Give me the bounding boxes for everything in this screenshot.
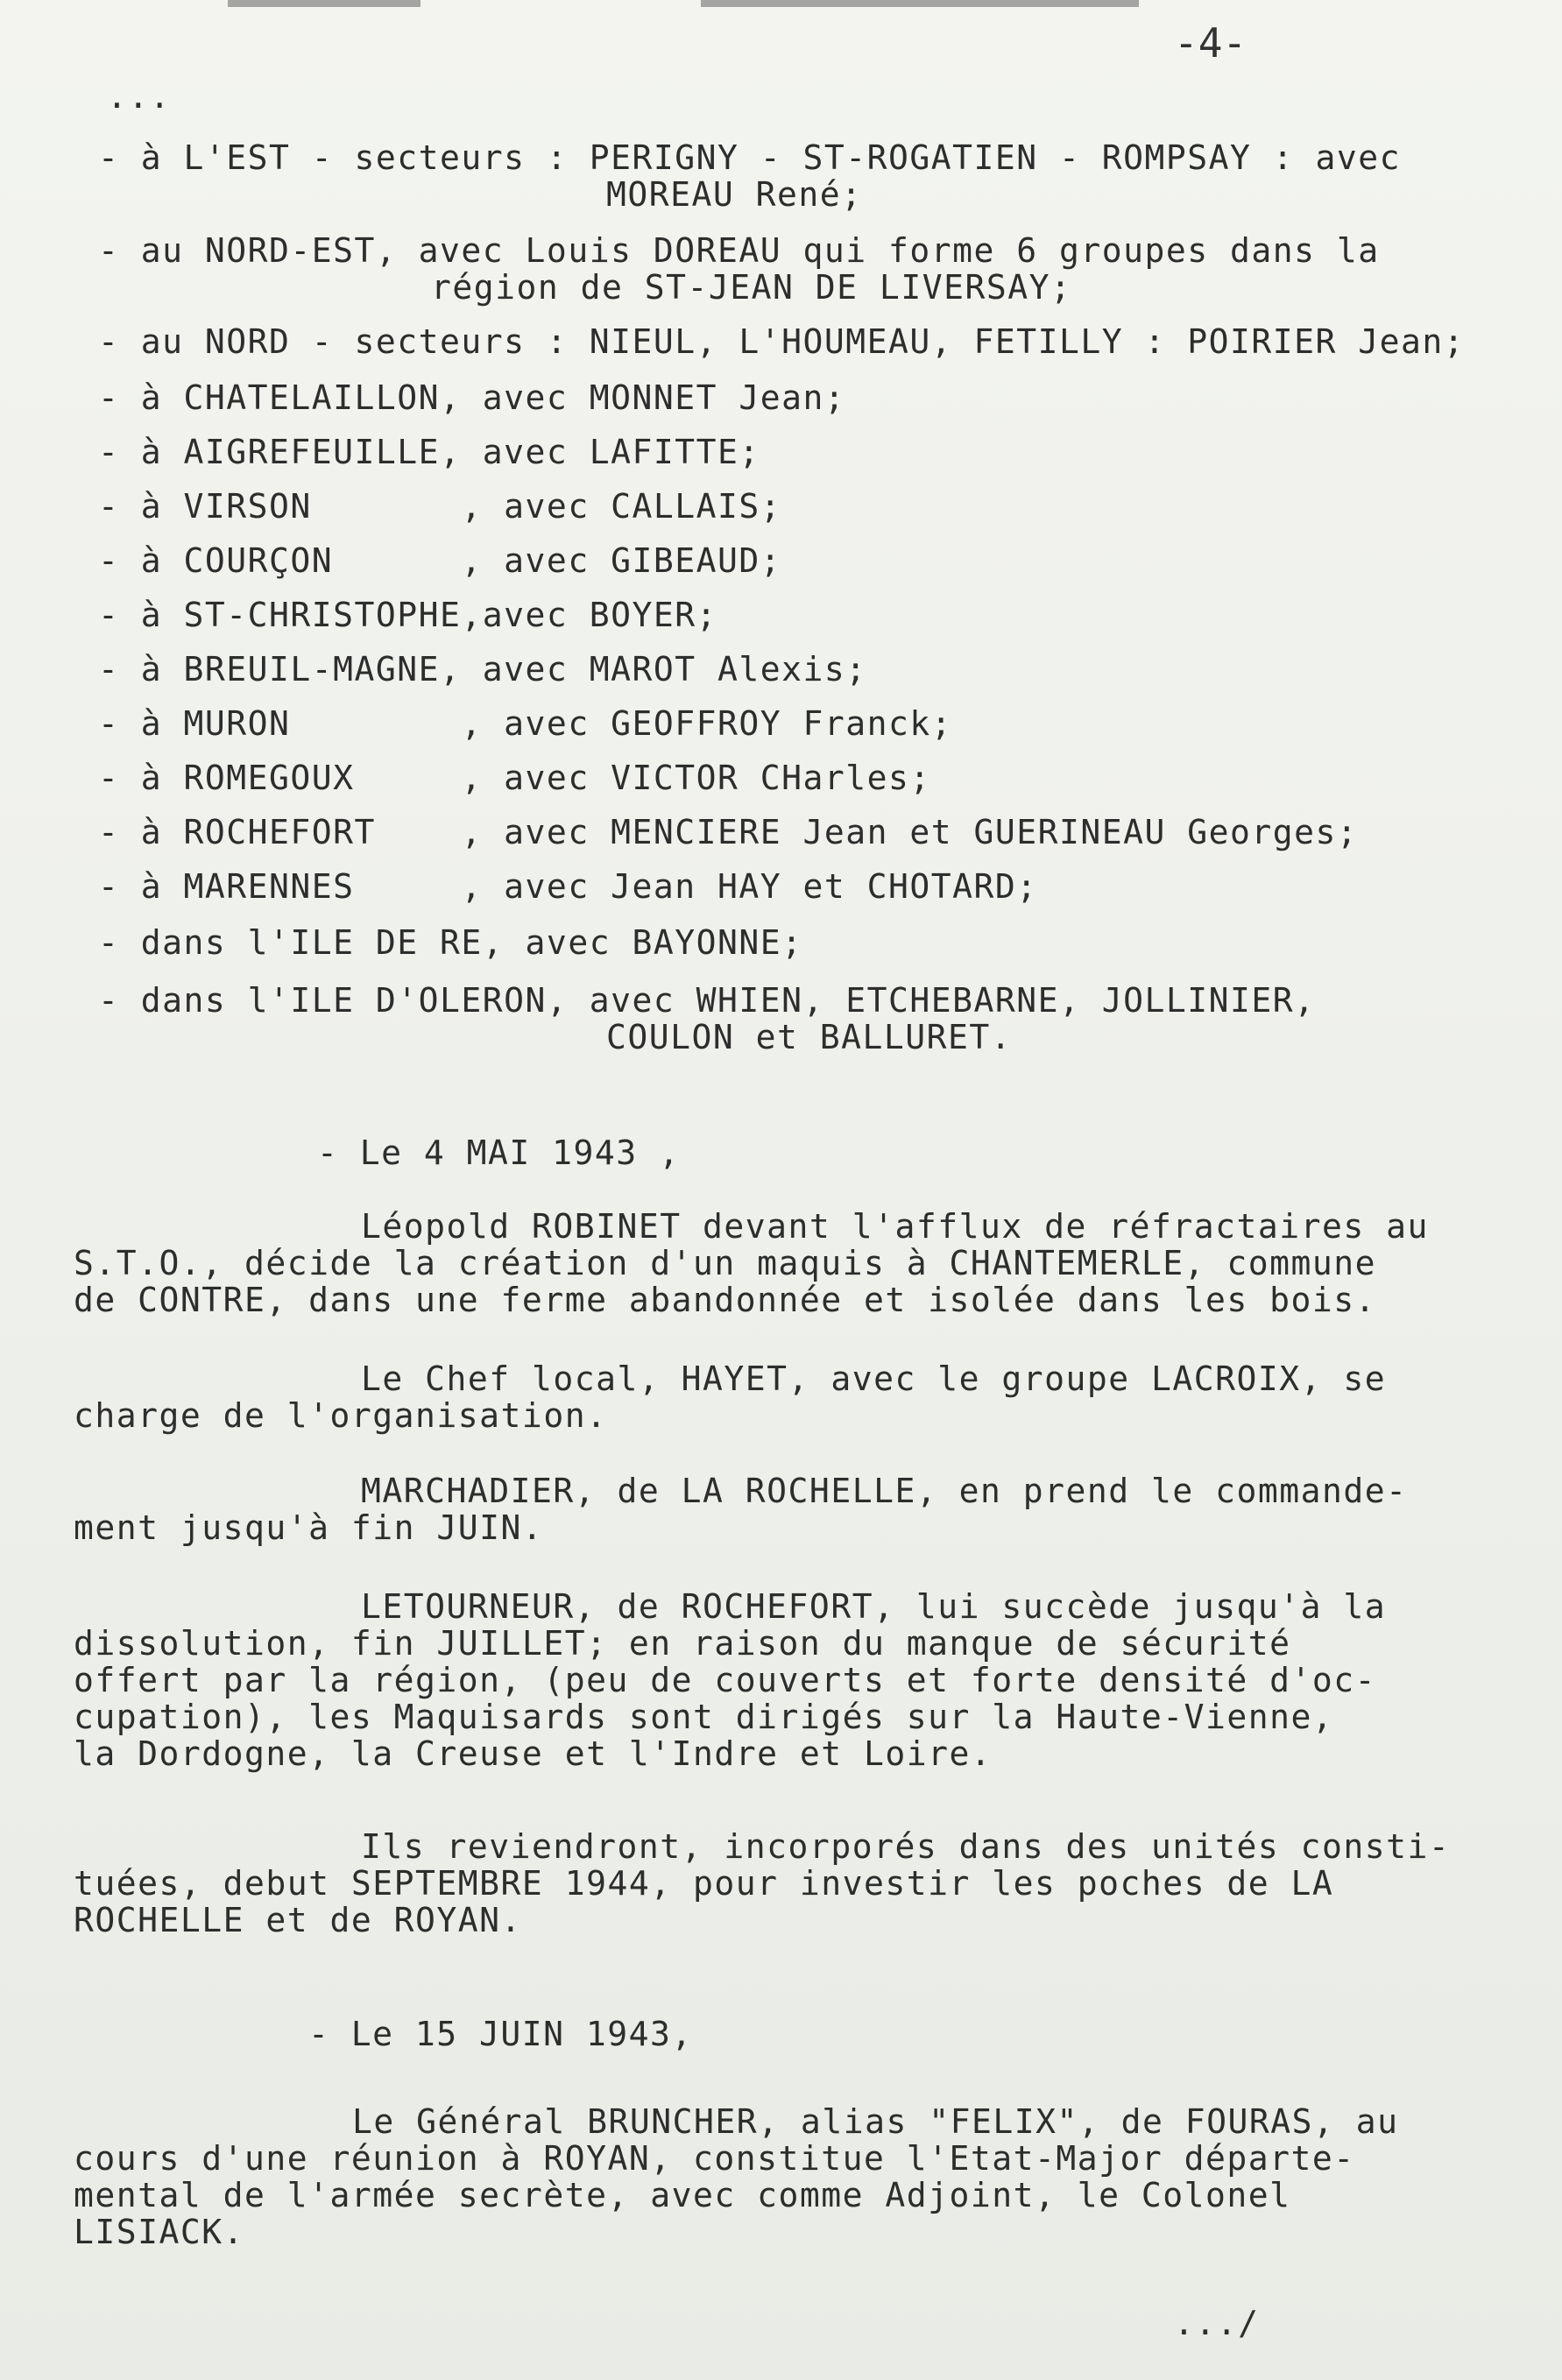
list-item: - à COURÇON , avec GIBEAUD; [98, 541, 782, 580]
paragraph-line: la Dordogne, la Creuse et l'Indre et Loire. [74, 1734, 993, 1773]
paragraph-line: mental de l'armée secrète, avec comme Adjoint, le Colonel [74, 2176, 1291, 2214]
paragraph-line: ment jusqu'à fin JUIN. [74, 1508, 544, 1547]
list-item: - à ST-CHRISTOPHE,avec BOYER; [98, 596, 717, 634]
paragraph-line: LISIACK. [74, 2213, 245, 2251]
list-item: - au NORD-EST, avec Louis DOREAU qui forme 6 groupes dans la [98, 231, 1380, 270]
list-item: - à MURON , avec GEOFFROY Franck; [98, 704, 953, 743]
paragraph-line: tuées, debut SEPTEMBRE 1944, pour investir les poches de LA [74, 1864, 1334, 1903]
list-item: - à VIRSON , avec CALLAIS; [98, 487, 782, 526]
cropped-top-text [701, 0, 1139, 7]
page-number: -4- [1174, 19, 1247, 67]
paragraph-line: ROCHELLE et de ROYAN. [74, 1901, 522, 1939]
list-item: - à MARENNES , avec Jean HAY et CHOTARD; [98, 867, 1038, 906]
list-item: - dans l'ILE D'OLERON, avec WHIEN, ETCHEBARNE, JOLLINIER, [98, 981, 1316, 1020]
list-item: - dans l'ILE DE RE, avec BAYONNE; [98, 923, 803, 962]
list-item: - à L'EST - secteurs : PERIGNY - ST-ROGATIEN - ROMPSAY : avec [98, 138, 1402, 177]
list-item-continuation: COULON et BALLURET. [606, 1018, 1013, 1056]
list-item: - à CHATELAILLON, avec MONNET Jean; [98, 378, 846, 417]
paragraph-line: Ils reviendront, incorporés dans des unités consti- [361, 1827, 1451, 1866]
paragraph-line: LETOURNEUR, de ROCHEFORT, lui succède jusqu'à la [361, 1587, 1387, 1626]
paragraph-line: S.T.O., décide la création d'un maquis à CHANTEMERLE, commune [74, 1244, 1377, 1282]
paragraph-line: charge de l'organisation. [74, 1396, 608, 1435]
list-item-continuation: région de ST-JEAN DE LIVERSAY; [431, 268, 1072, 307]
list-item: - à AIGREFEUILLE, avec LAFITTE; [98, 433, 760, 471]
list-item: - à ROMEGOUX , avec VICTOR CHarles; [98, 759, 931, 797]
paragraph-line: offert par la région, (peu de couverts et forte densité d'oc- [74, 1661, 1377, 1699]
list-item: - à BREUIL-MAGNE, avec MAROT Alexis; [98, 650, 867, 689]
paragraph-line: de CONTRE, dans une ferme abandonnée et isolée dans les bois. [74, 1281, 1377, 1319]
list-item: - à ROCHEFORT , avec MENCIERE Jean et GUERINEAU Georges; [98, 813, 1359, 851]
list-item: - au NORD - secteurs : NIEUL, L'HOUMEAU, FETILLY : POIRIER Jean; [98, 322, 1466, 361]
paragraph-line: cupation), les Maquisards sont dirigés sur la Haute-Vienne, [74, 1698, 1334, 1736]
paragraph-line: Léopold ROBINET devant l'afflux de réfractaires au [361, 1207, 1429, 1246]
paragraph-line: MARCHADIER, de LA ROCHELLE, en prend le commande- [361, 1472, 1408, 1510]
leading-ellipsis: ... [107, 77, 172, 116]
paragraph-line: dissolution, fin JUILLET; en raison du manque de sécurité [74, 1624, 1291, 1663]
paragraph-line: Le Général BRUNCHER, alias "FELIX", de FOURAS, au [352, 2102, 1399, 2141]
section-heading: - Le 4 MAI 1943 , [317, 1134, 681, 1172]
list-item-continuation: MOREAU René; [606, 175, 863, 214]
paragraph-line: Le Chef local, HAYET, avec le groupe LACROIX, se [361, 1359, 1387, 1398]
section-heading: - Le 15 JUIN 1943, [308, 2015, 693, 2053]
paragraph-line: cours d'une réunion à ROYAN, constitue l'Etat-Major départe- [74, 2139, 1355, 2178]
continuation-mark: ...∕ [1174, 2304, 1260, 2342]
cropped-top-text [228, 0, 421, 7]
